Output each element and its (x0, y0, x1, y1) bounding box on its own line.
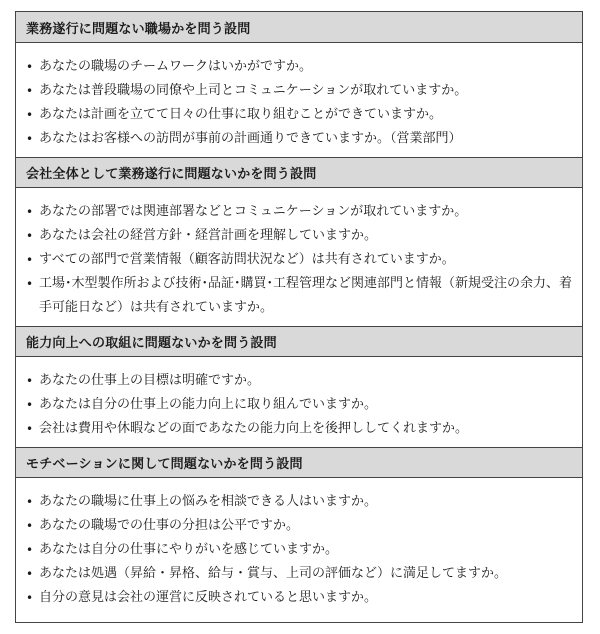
bullet: • (26, 398, 34, 412)
list-item: • あなたは処遇（昇給・昇格、給与・賞与、上司の評価など）に満足してますか。 (26, 562, 572, 586)
section-body (16, 43, 582, 157)
bullet: • (26, 84, 34, 98)
list-item: • 工場･木型製作所および技術･品証･購買･工程管理など関連部門と情報（新規受注の余力、着手可能日など）は共有されていますか。 (26, 272, 572, 320)
list-item: • あなたは自分の仕事上の能力向上に取り組んでいますか。 (26, 393, 572, 417)
list-item: • あなたの仕事上の目標は明確ですか。 (26, 369, 572, 393)
bullet: • (26, 519, 34, 533)
bullet: • (26, 277, 34, 291)
section-title: 能力向上への取組に問題ないかを問う設問 (16, 326, 582, 357)
list-item: • あなたの職場での仕事の分担は公平ですか。 (26, 514, 572, 538)
list-item: • あなたは自分の仕事にやりがいを感じていますか。 (26, 538, 572, 562)
section-body (16, 478, 582, 616)
bullet: • (26, 229, 34, 243)
bullet: • (26, 60, 34, 74)
list-item: • 自分の意見は会社の運営に反映されていると思いますか。 (26, 586, 572, 610)
bullet: • (26, 132, 34, 146)
bullet: • (26, 253, 34, 267)
section-title: モチベーションに関して問題ないかを問う設問 (16, 447, 582, 478)
section-title: 業務遂行に問題ない職場かを問う設問 (16, 12, 582, 43)
list-item: • あなたの職場に仕事上の悩みを相談できる人はいますか。 (26, 490, 572, 514)
list-item: • 会社は費用や休暇などの面であなたの能力向上を後押ししてくれますか。 (26, 417, 572, 441)
bullet: • (26, 543, 34, 557)
bullet: • (26, 495, 34, 509)
bullet: • (26, 422, 34, 436)
section-body (16, 357, 582, 447)
list-item: • あなたは普段職場の同僚や上司とコミュニケーションが取れていますか。 (26, 79, 572, 103)
section-title: 会社全体として業務遂行に問題ないかを問う設問 (16, 157, 582, 188)
list-item: • あなたの職場のチームワークはいかがですか。 (26, 55, 572, 79)
list-item: • すべての部門で営業情報（顧客訪問状況など）は共有されていますか。 (26, 248, 572, 272)
bullet: • (26, 205, 34, 219)
survey-table (15, 11, 583, 623)
bullet: • (26, 374, 34, 388)
section-body (16, 188, 582, 326)
list-item: • あなたは会社の経営方針・経営計画を理解していますか。 (26, 224, 572, 248)
list-item: • あなたはお客様への訪問が事前の計画通りできていますか。（営業部門） (26, 127, 572, 151)
bullet: • (26, 567, 34, 581)
bullet: • (26, 591, 34, 605)
bullet: • (26, 108, 34, 122)
list-item: • あなたは計画を立てて日々の仕事に取り組むことができていますか。 (26, 103, 572, 127)
list-item: • あなたの部署では関連部署などとコミュニケーションが取れていますか。 (26, 200, 572, 224)
